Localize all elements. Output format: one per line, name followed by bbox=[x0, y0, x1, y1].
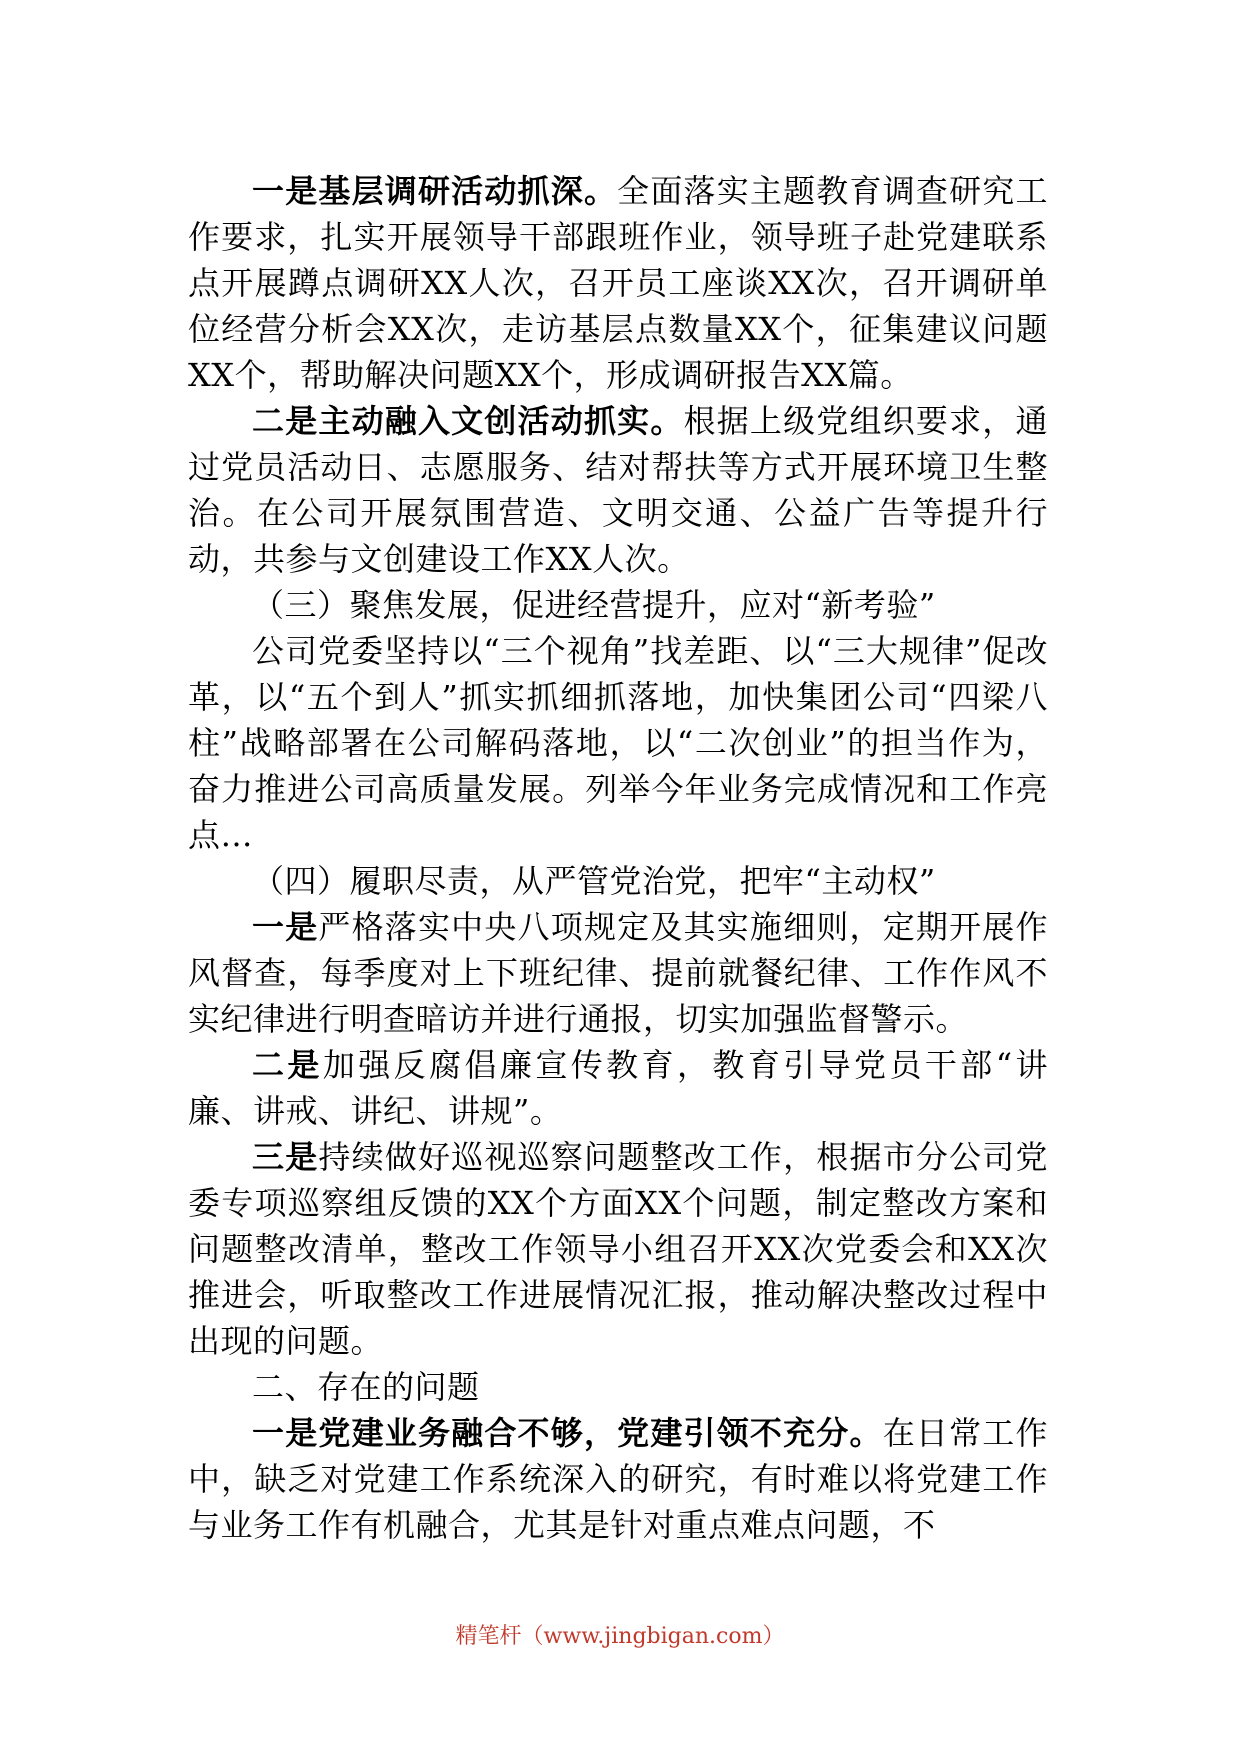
paragraph-lead: 三是 bbox=[252, 1138, 319, 1176]
paragraph-text: 持续做好巡视巡察问题整改工作，根据市分公司党委专项巡察组反馈的XX个方面XX个问题，制定整改方案和问题整改清单，整改工作领导小组召开XX次党委会和XX次推进会，听取整改工作进展情况汇报，推动解决整改过程中出现的问题。 bbox=[188, 1138, 1048, 1360]
paragraph-rules bbox=[188, 904, 1048, 1042]
paragraph-problem-one bbox=[188, 1410, 1048, 1548]
paragraph-text: 严格落实中央八项规定及其实施细则，定期开展作风督查，每季度对上下班纪律、提前就餐纪律、工作作风不实纪律进行明查暗访并进行通报，切实加强监督警示。 bbox=[188, 908, 1048, 1038]
paragraph-text: 根据上级党组织要求，通过党员活动日、志愿服务、结对帮扶等方式开展环境卫生整治。在公司开展氛围营造、文明交通、公益广告等提升行动，共参与文创建设工作XX人次。 bbox=[188, 402, 1048, 578]
paragraph-lead: 一是基层调研活动抓深。 bbox=[252, 172, 618, 210]
paragraph-text: 全面落实主题教育调查研究工作要求，扎实开展领导干部跟班作业，领导班子赴党建联系点开展蹲点调研XX人次，召开员工座谈XX次，召开调研单位经营分析会XX次，走访基层点数量XX个，征集建议问题XX个，帮助解决问题XX个，形成调研报告XX篇。 bbox=[188, 172, 1048, 394]
paragraph-lead: 二是 bbox=[252, 1046, 323, 1084]
section-heading-problems bbox=[188, 1364, 1048, 1410]
footer-watermark: 精笔杆（www.jingbigan.com） bbox=[455, 1624, 785, 1649]
paragraph-text: 公司党委坚持以“三个视角”找差距、以“三大规律”促改革，以“五个到人”抓实抓细抓落地，加快集团公司“四梁八柱”战略部署在公司解码落地，以“二次创业”的担当作为，奋力推进公司高质量发展。列举今年业务完成情况和工作亮点… bbox=[188, 632, 1048, 854]
paragraph-inspection bbox=[188, 1134, 1048, 1364]
document-body bbox=[188, 168, 1048, 1548]
heading-text: （四）履职尽责，从严管党治党，把牢“主动权” bbox=[252, 862, 936, 900]
heading-text: （三）聚焦发展，促进经营提升，应对“新考验” bbox=[252, 586, 936, 624]
paragraph-text: 在日常工作中，缺乏对党建工作系统深入的研究，有时难以将党建工作与业务工作有机融合，尤其是针对重点难点问题，不 bbox=[188, 1414, 1048, 1544]
section-heading-three bbox=[188, 582, 1048, 628]
paragraph-lead: 一是 bbox=[252, 908, 319, 946]
paragraph-lead: 二是主动融入文创活动抓实。 bbox=[252, 402, 684, 440]
paragraph-civilization bbox=[188, 398, 1048, 582]
paragraph-development bbox=[188, 628, 1048, 858]
paragraph-research bbox=[188, 168, 1048, 398]
section-heading-four bbox=[188, 858, 1048, 904]
paragraph-text: 加强反腐倡廉宣传教育，教育引导党员干部“讲廉、讲戒、讲纪、讲规”。 bbox=[188, 1046, 1048, 1130]
heading-text: 二、存在的问题 bbox=[252, 1368, 480, 1406]
paragraph-lead: 一是党建业务融合不够，党建引领不充分。 bbox=[252, 1414, 883, 1452]
paragraph-anticorruption bbox=[188, 1042, 1048, 1134]
